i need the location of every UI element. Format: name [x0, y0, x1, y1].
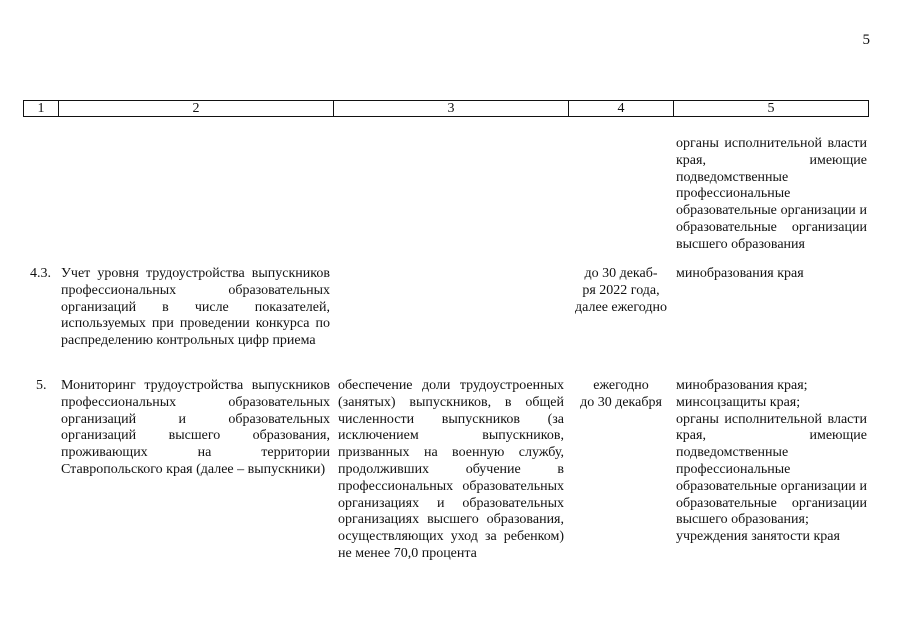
- row-term: ежегодно до 30 декабря: [580, 378, 662, 410]
- row-number: 5.: [36, 378, 47, 393]
- header-cell-5: 5: [673, 100, 869, 117]
- row-activity: Мониторинг трудоустройства выпускников профессиональных образовательных организаций и образовательных организаций высшего образования, проживающих на территории Ставропольского края (далее – выпускники): [61, 378, 330, 477]
- header-cell-4: 4: [568, 100, 674, 117]
- header-cell-2: 2: [58, 100, 334, 117]
- continuation-responsible: органы исполнительной власти края, имеющие подведомственные профессиональные образовательные организации и образовательные организации высшего образования: [676, 136, 867, 252]
- row-result: обеспечение доли трудоустроенных (занятых) выпускников, в общей численности выпускников (за исключением выпускников, призванных на военную службу, продолживших обучение в профессиональных образовательных организациях и образовательных организациях высшего образования, осуществляющих уход за ребенком) не менее 70,0 процента: [338, 378, 564, 561]
- row-term: до 30 декаб- ря 2022 года, далее ежегодно: [575, 266, 667, 315]
- page-number: 5: [862, 32, 870, 48]
- row-number: 4.3.: [30, 266, 51, 281]
- row-responsible: минобразования края: [676, 266, 804, 281]
- row-activity: Учет уровня трудоустройства выпускников профессиональных образовательных организаций в числе показателей, используемых при проведении конкурса по распределению контрольных цифр приема: [61, 266, 330, 349]
- row-responsible: минобразования края; минсоцзащиты края; органы исполнительной власти края, имеющие подведомственные профессиональные образовательные организации и образовательные организации высшего образования; учреждения занятости края: [676, 378, 867, 545]
- header-cell-1: 1: [23, 100, 59, 117]
- header-cell-3: 3: [333, 100, 569, 117]
